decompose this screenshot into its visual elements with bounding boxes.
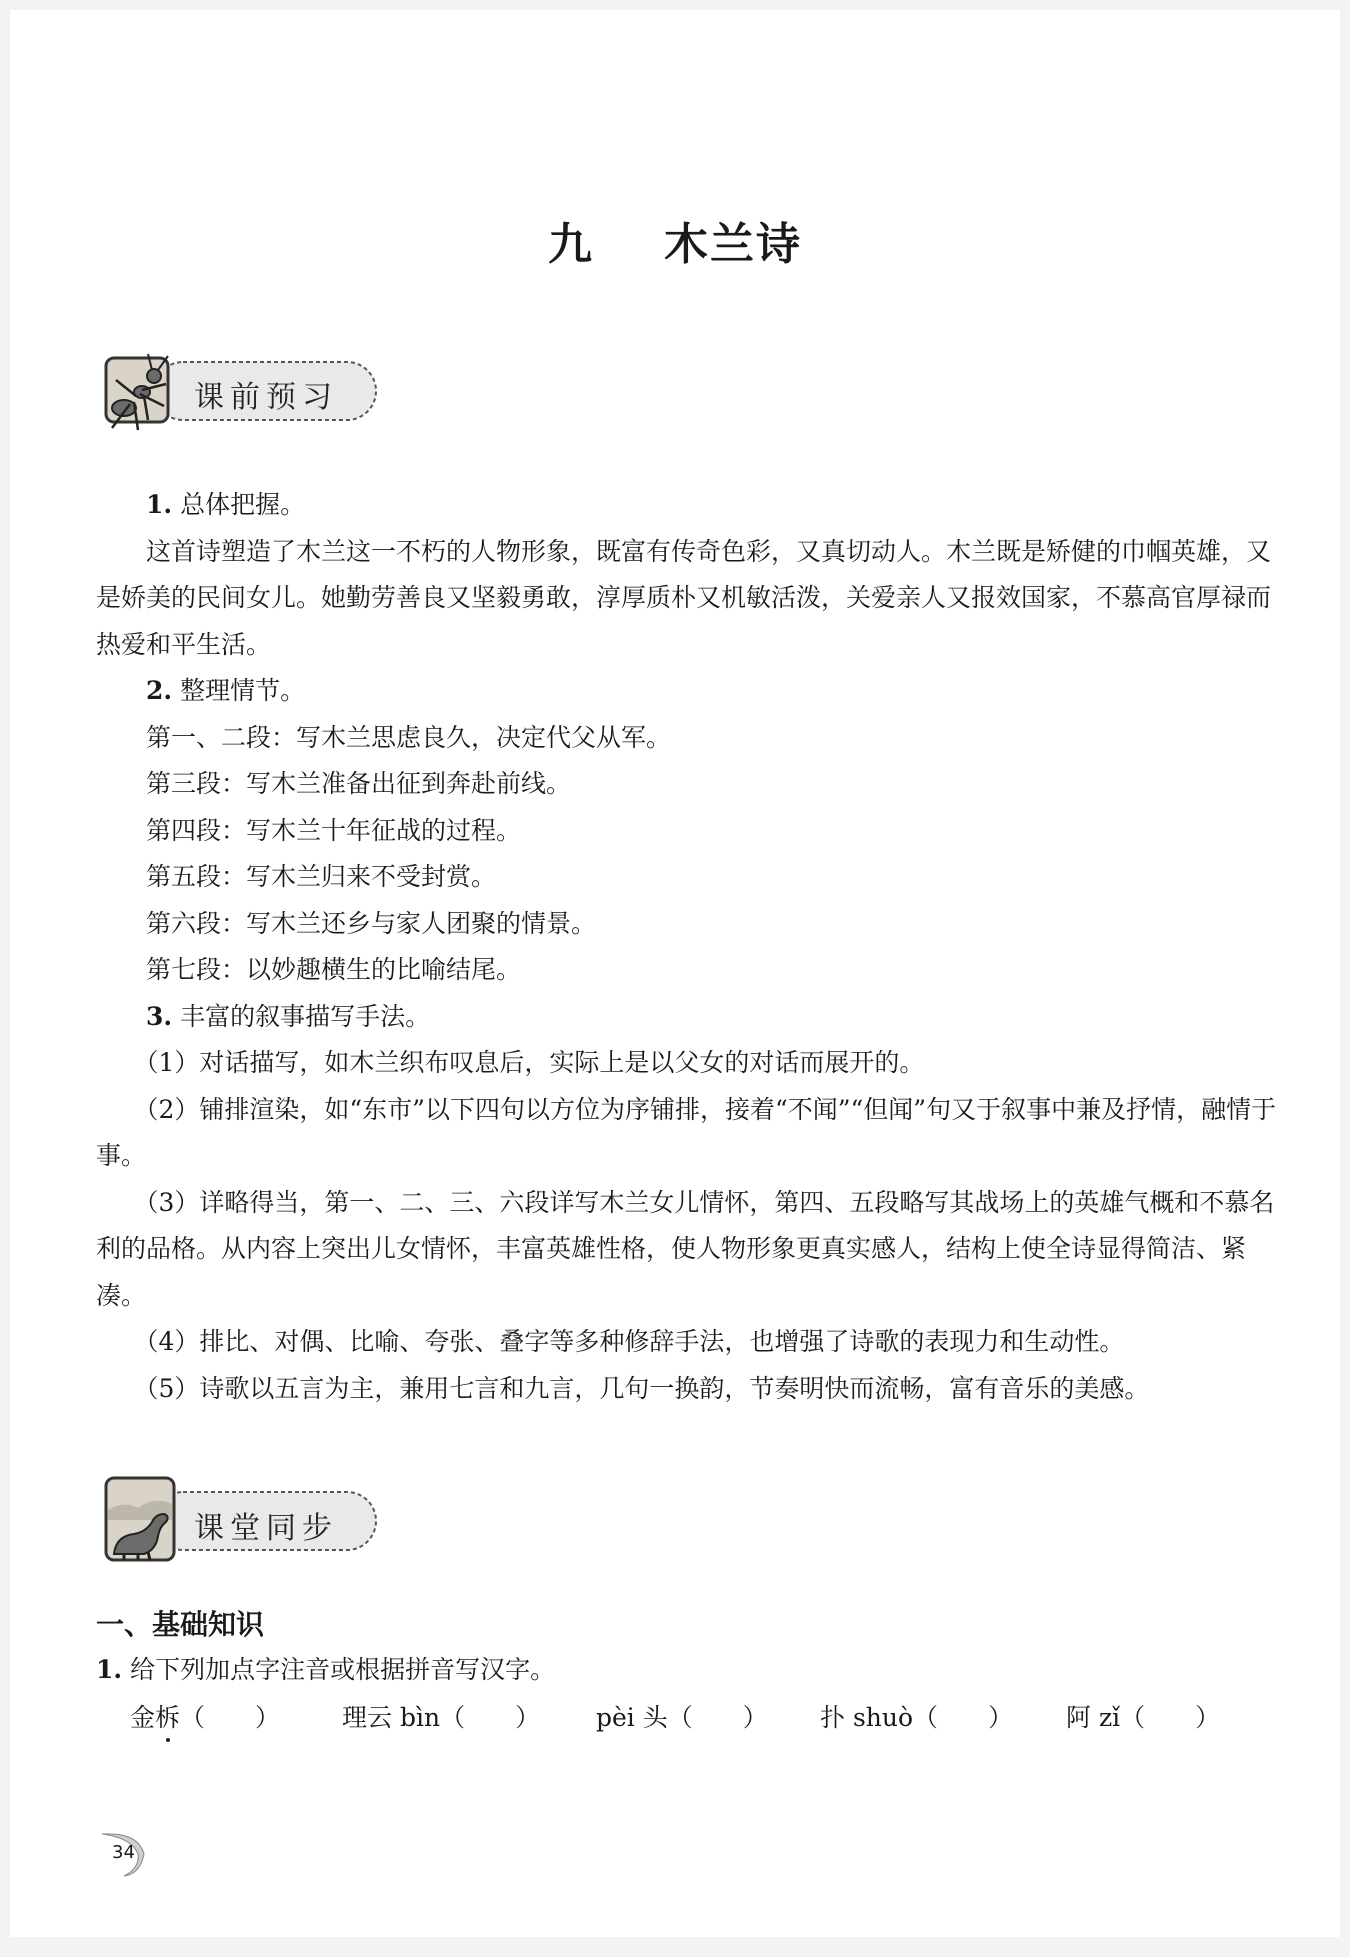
lesson-title (10, 208, 1340, 272)
plot-item: 第五段：写木兰归来不受封赏。 (146, 862, 497, 891)
technique-item: （1）对话描写，如木兰织布叹息后，实际上是以父女的对话而展开的。 (133, 1048, 925, 1077)
sync-banner (94, 1470, 394, 1570)
answer-blank[interactable]: （ ） (1120, 1703, 1221, 1732)
blank-item: 金柝（ ） (130, 1698, 280, 1734)
question-1: 1. 给下列加点字注音或根据拼音写汉字。 (96, 1655, 556, 1684)
preview-banner-label: 课前预习 (194, 380, 338, 415)
technique-item: （2）铺排渲染，如“东市”以下四句以方位为序铺排，接着“不闻”“但闻”句又于叙事中兼及抒情，融情于事。 (96, 1094, 1277, 1170)
plot-item: 第六段：写木兰还乡与家人团聚的情景。 (146, 908, 597, 938)
preview-content (96, 482, 1288, 1412)
page-number (94, 1828, 154, 1878)
heading-techniques: 3. 丰富的叙事描写手法。 (146, 1001, 431, 1031)
preview-banner (94, 350, 394, 450)
technique-item: （3）详略得当，第一、二、三、六段详写木兰女儿情怀，第四、五段略写其战场上的英雄气概和不慕名利的品格。从内容上突出儿女情怀，丰富英雄性格，使人物形象更真实感人，结构上使全诗显得简洁、紧凑。 (96, 1187, 1275, 1310)
heading-overall: 1. 总体把握。 (146, 490, 306, 519)
blank-item: pèi 头（ ） (596, 1698, 768, 1734)
page-number-text: 34 (112, 1842, 135, 1863)
blank-item: 理云 bìn（ ） (342, 1698, 540, 1734)
answer-blank[interactable]: （ ） (913, 1703, 1014, 1732)
plot-item: 第七段：以妙趣横生的比喻结尾。 (146, 955, 522, 984)
paragraph-summary: 这首诗塑造了木兰这一不朽的人物形象，既富有传奇色彩，又真切动人。木兰既是矫健的巾帼英雄，又是娇美的民间女儿。她勤劳善良又坚毅勇敢，淳厚质朴又机敏活泼，关爱亲人又报效国家，不慕高官厚禄而热爱和平生活。 (96, 536, 1272, 659)
workbook-page (10, 10, 1340, 1937)
heading-plot: 2. 整理情节。 (146, 676, 306, 705)
sync-banner-label: 课堂同步 (194, 1511, 338, 1546)
answer-blank[interactable]: （ ） (667, 1703, 768, 1732)
lesson-name: 木兰诗 (664, 219, 802, 270)
blank-item: 扑 shuò（ ） (820, 1698, 1013, 1734)
blank-item: 阿 zǐ（ ） (1066, 1698, 1220, 1734)
technique-item: （5）诗歌以五言为主，兼用七言和九言，几句一换韵，节奏明快而流畅，富有音乐的美感。 (133, 1373, 1150, 1403)
section-title-basics: 一、基础知识 (96, 1608, 265, 1641)
plot-item: 第三段：写木兰准备出征到奔赴前线。 (146, 769, 572, 798)
lesson-number: 九 (548, 219, 594, 270)
pinyin-blanks (130, 1698, 1280, 1738)
answer-blank[interactable]: （ ） (180, 1703, 281, 1732)
plot-item: 第四段：写木兰十年征战的过程。 (146, 815, 522, 845)
answer-blank[interactable]: （ ） (440, 1703, 541, 1732)
technique-item: （4）排比、对偶、比喻、夸张、叠字等多种修辞手法，也增强了诗歌的表现力和生动性。 (133, 1327, 1125, 1356)
plot-item: 第一、二段：写木兰思虑良久，决定代父从军。 (146, 722, 672, 752)
